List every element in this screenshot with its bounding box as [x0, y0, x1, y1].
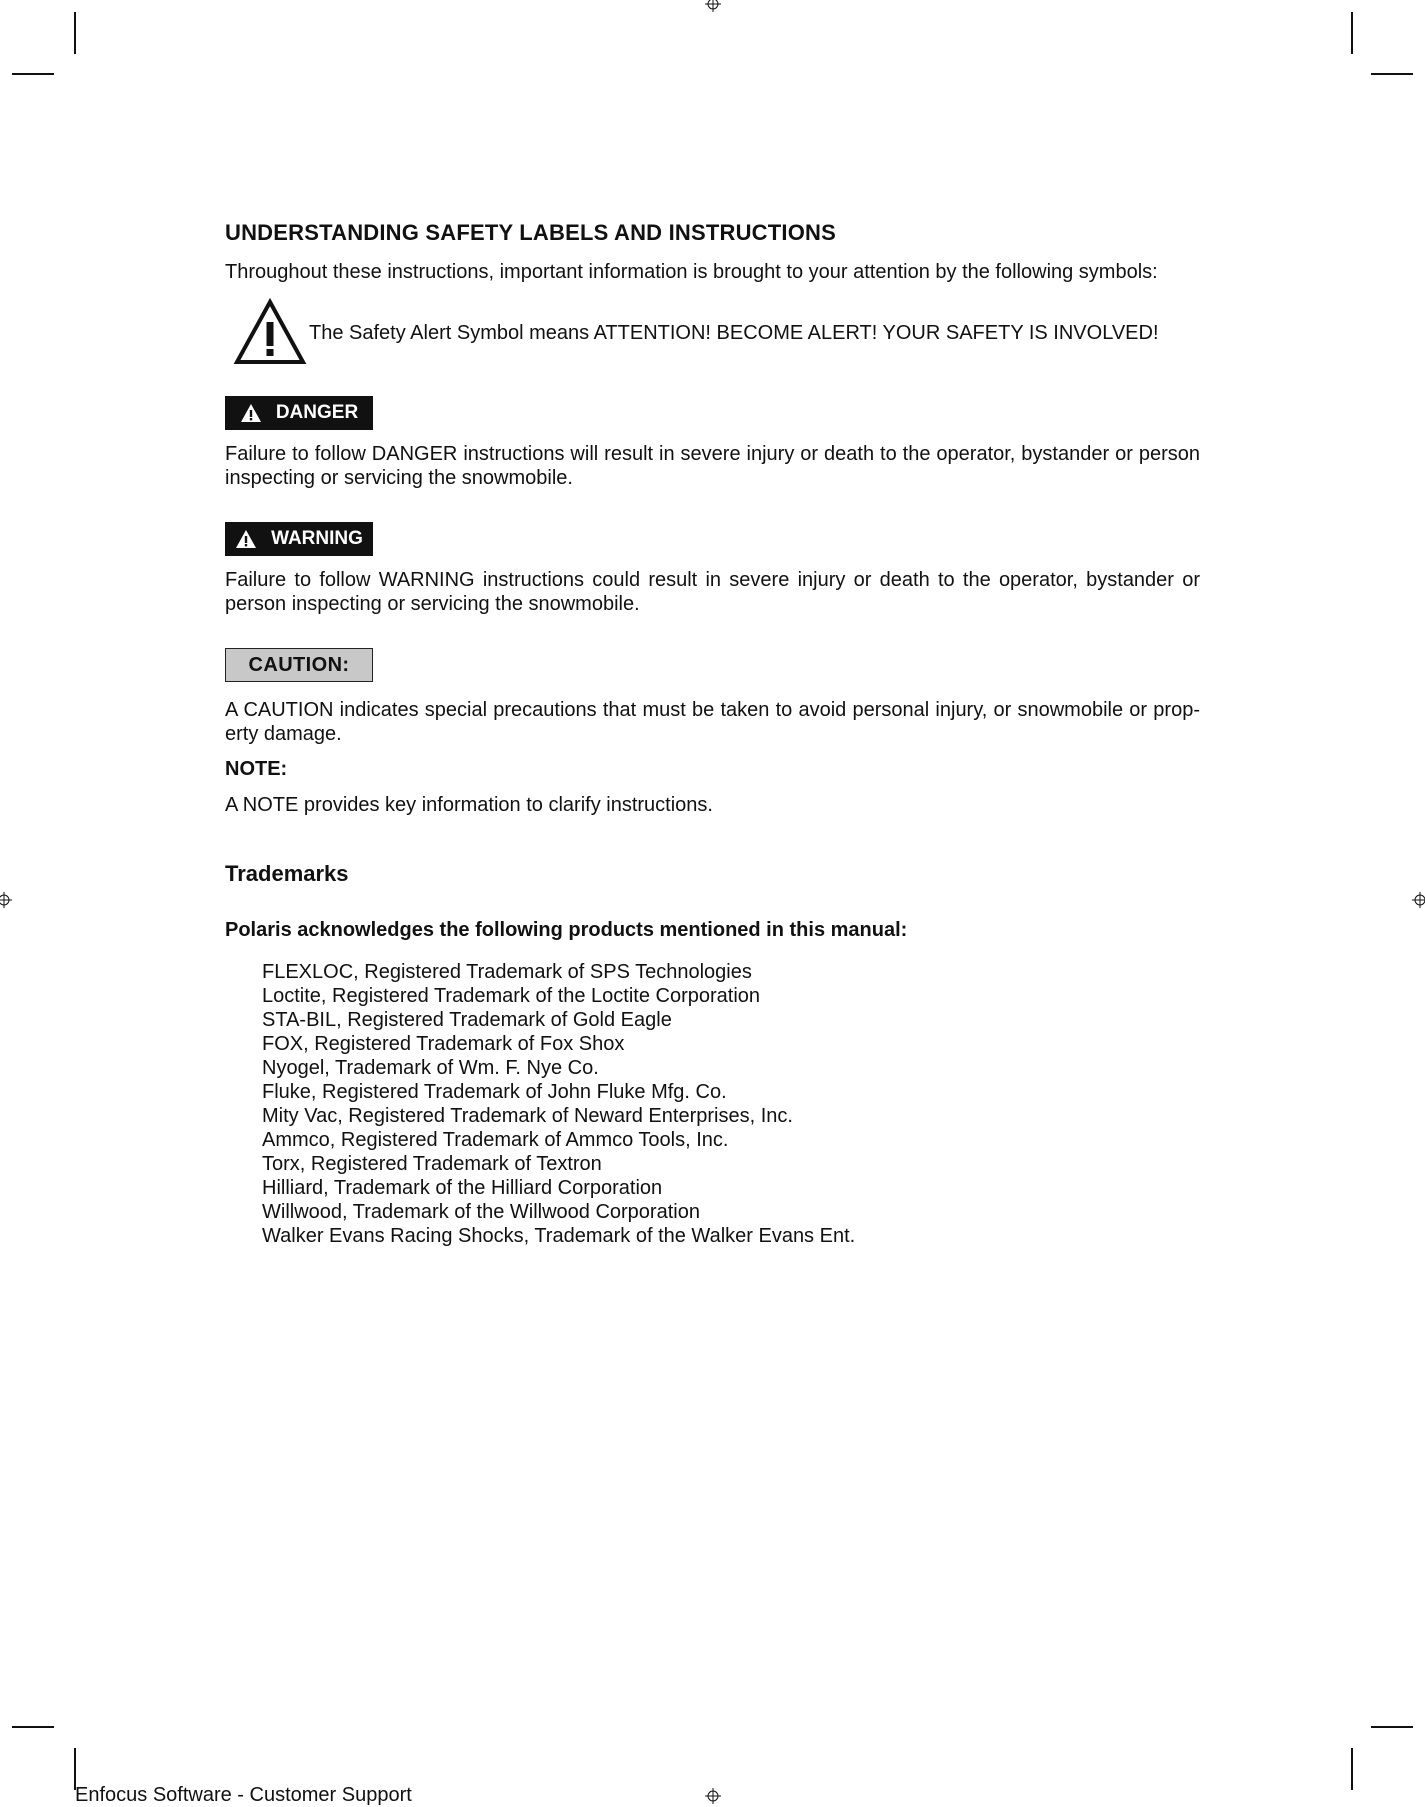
danger-label — [225, 396, 373, 430]
warning-label — [225, 522, 373, 556]
list-item: FOX, Registered Trademark of Fox Shox — [262, 1033, 625, 1055]
note-label: NOTE: — [225, 758, 288, 780]
list-item: Ammco, Registered Trademark of Ammco Tools, Inc. — [262, 1129, 729, 1151]
main-content — [225, 220, 1200, 1248]
crop-mark — [1351, 12, 1353, 54]
registration-mark-icon — [0, 892, 12, 908]
crop-mark — [12, 1726, 54, 1728]
trademarks-ack: Polaris acknowledges the following products mentioned in this manual: — [225, 919, 908, 941]
danger-section — [225, 396, 1200, 490]
list-item: Loctite, Registered Trademark of the Loctite Corporation — [262, 985, 761, 1007]
list-item: Torx, Registered Trademark of Textron — [262, 1153, 602, 1175]
registration-mark-icon — [1412, 892, 1425, 908]
trademarks-title: Trademarks — [225, 861, 349, 886]
caution-text: A CAUTION indicates special precautions that must be taken to avoid personal injury, or snowmobile or prop-erty damage. — [225, 699, 1200, 745]
crop-mark — [1351, 1748, 1353, 1790]
caution-section — [225, 648, 1200, 746]
registration-mark-icon — [705, 0, 721, 12]
list-item: Mity Vac, Registered Trademark of Neward Enterprises, Inc. — [262, 1105, 793, 1127]
caution-label — [225, 648, 373, 682]
list-item: Walker Evans Racing Shocks, Trademark of the Walker Evans Ent. — [262, 1225, 856, 1247]
safety-alert-triangle-icon — [233, 298, 307, 366]
crop-mark — [1371, 73, 1413, 75]
footer-text: Enfocus Software - Customer Support — [75, 1784, 412, 1806]
trademarks-section — [225, 861, 1200, 1248]
danger-label-text: DANGER — [275, 402, 359, 423]
safety-alert-row — [225, 298, 1200, 376]
list-item: Fluke, Registered Trademark of John Fluke Mfg. Co. — [262, 1081, 727, 1103]
section-heading: UNDERSTANDING SAFETY LABELS AND INSTRUCTIONS — [225, 220, 836, 245]
warning-text: Failure to follow WARNING instructions could result in severe injury or death to the operator, bystander or person inspecting or servicing the snowmobile. — [225, 569, 1200, 615]
crop-mark — [74, 12, 76, 54]
warning-label-text: WARNING — [271, 528, 363, 549]
intro-paragraph: Throughout these instructions, important information is brought to your attention by the following symbols: — [225, 261, 1158, 283]
note-section — [225, 758, 1200, 817]
list-item: FLEXLOC, Registered Trademark of SPS Technologies — [262, 961, 752, 983]
caution-label-text: CAUTION: — [248, 653, 350, 676]
warning-triangle-icon — [240, 403, 262, 423]
warning-section — [225, 522, 1200, 616]
list-item: Willwood, Trademark of the Willwood Corporation — [262, 1201, 700, 1223]
list-item: Nyogel, Trademark of Wm. F. Nye Co. — [262, 1057, 599, 1079]
warning-triangle-icon — [235, 529, 257, 549]
crop-mark — [12, 73, 54, 75]
list-item: STA-BIL, Registered Trademark of Gold Eagle — [262, 1009, 672, 1031]
registration-mark-icon — [705, 1788, 721, 1804]
safety-alert-text: The Safety Alert Symbol means ATTENTION! BECOME ALERT! YOUR SAFETY IS INVOLVED! — [309, 322, 1159, 344]
note-text: A NOTE provides key information to clarify instructions. — [225, 794, 713, 816]
trademark-list — [225, 960, 1200, 1248]
crop-mark — [1371, 1726, 1413, 1728]
danger-text: Failure to follow DANGER instructions will result in severe injury or death to the operator, bystander or person inspecting or servicing the snowmobile. — [225, 443, 1200, 489]
list-item: Hilliard, Trademark of the Hilliard Corporation — [262, 1177, 663, 1199]
